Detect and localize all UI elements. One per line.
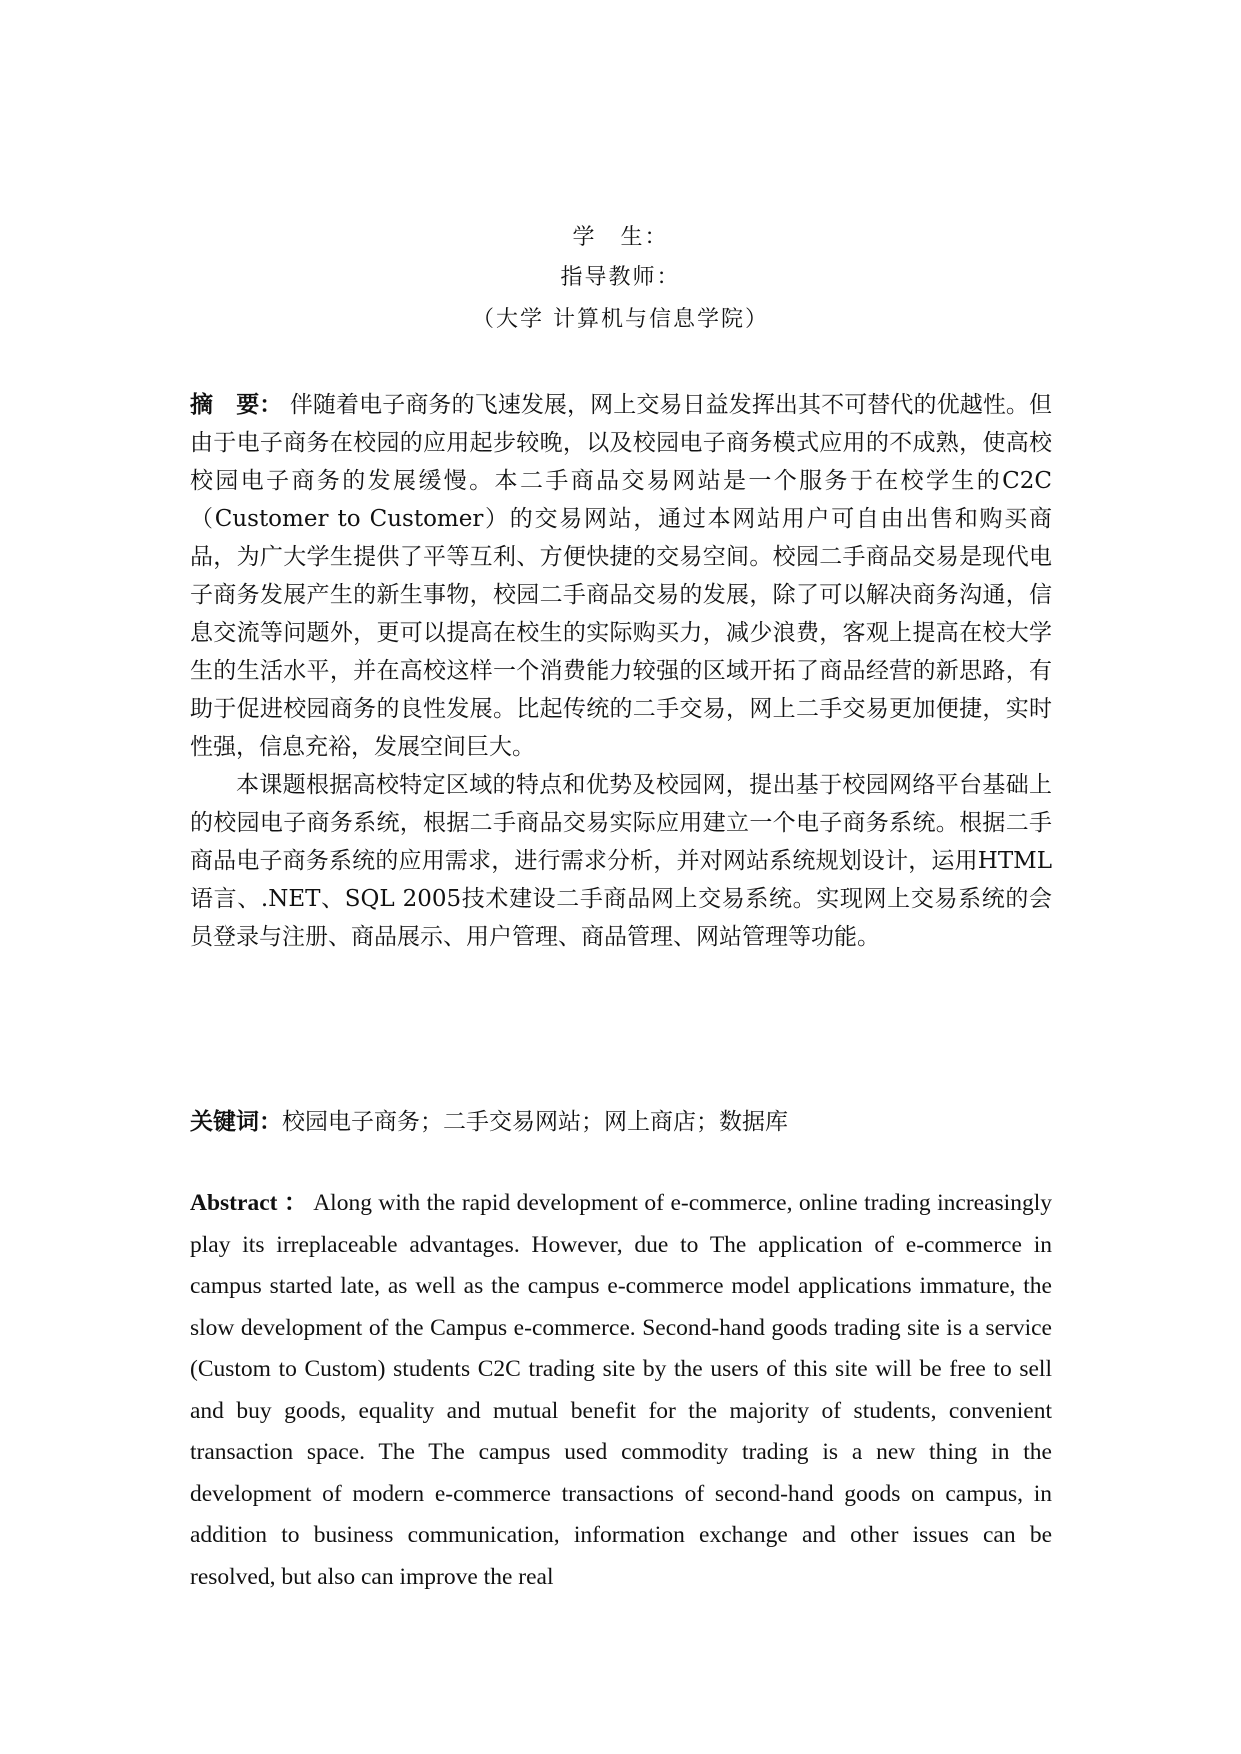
college-line: （大学 计算机与信息学院）: [472, 307, 769, 332]
english-abstract-text: Along with the rapid development of e-commerce, online trading increasingly play its irreplaceable advantages. However, due to The application of e-commerce in campus started late, as well as the campus e-commerce model applications immature, the slow development of the Campus e-commerce. Second-hand goods trading site is a service (Custom to Custom) students C2C trading site by the users of this site will be free to sell and buy goods, equality and mutual benefit for the majority of students, convenient transaction space. The The campus used commodity trading is a new thing in the development of modern e-commerce transactions of second-hand goods on campus, in addition to business communication, information exchange and other issues can be resolved, but also can improve the real: [190, 1190, 1052, 1590]
student-line: 学 生：: [572, 225, 669, 250]
chinese-abstract-text-1: 伴随着电子商务的飞速发展，网上交易日益发挥出其不可替代的优越性。但由于电子商务在校园的应用起步较晚，以及校园电子商务模式应用的不成熟，使高校校园电子商务的发展缓慢。本二手商品交易网站是一个服务于在校学生的C2C（Customer to Customer）的交易网站，通过本网站用户可自由出售和购买商品，为广大学生提供了平等互利、方便快捷的交易空间。校园二手商品交易是现代电子商务发展产生的新生事物，校园二手商品交易的发展，除了可以解决商务沟通，信息交流等问题外，更可以提高在校生的实际购买力，减少浪费，客观上提高在校大学生的生活水平，并在高校这样一个消费能力较强的区域开拓了商品经营的新思路，有助于促进校园商务的良性发展。比起传统的二手交易，网上二手交易更加便捷，实时性强，信息充裕，发展空间巨大。: [190, 392, 1053, 760]
english-abstract-label: Abstract ：: [190, 1190, 309, 1216]
chinese-abstract-label: 摘 要：: [190, 392, 283, 418]
advisor-line: 指导教师：: [560, 265, 681, 290]
chinese-abstract-paragraph-1: [190, 386, 1052, 766]
chinese-keywords: [190, 1103, 1052, 1141]
chinese-abstract: [190, 386, 1052, 956]
keywords-text: 校园电子商务；二手交易网站；网上商店；数据库: [282, 1109, 788, 1135]
keywords-label: 关键词：: [190, 1109, 282, 1135]
english-abstract: [190, 1183, 1052, 1598]
chinese-abstract-paragraph-2: 本课题根据高校特定区域的特点和优势及校园网，提出基于校园网络平台基础上的校园电子商务系统，根据二手商品交易实际应用建立一个电子商务系统。根据二手商品电子商务系统的应用需求，进行需求分析，并对网站系统规划设计，运用HTML语言、.NET、SQL 2005技术建设二手商品网上交易系统。实现网上交易系统的会员登录与注册、商品展示、用户管理、商品管理、网站管理等功能。: [190, 772, 1052, 950]
